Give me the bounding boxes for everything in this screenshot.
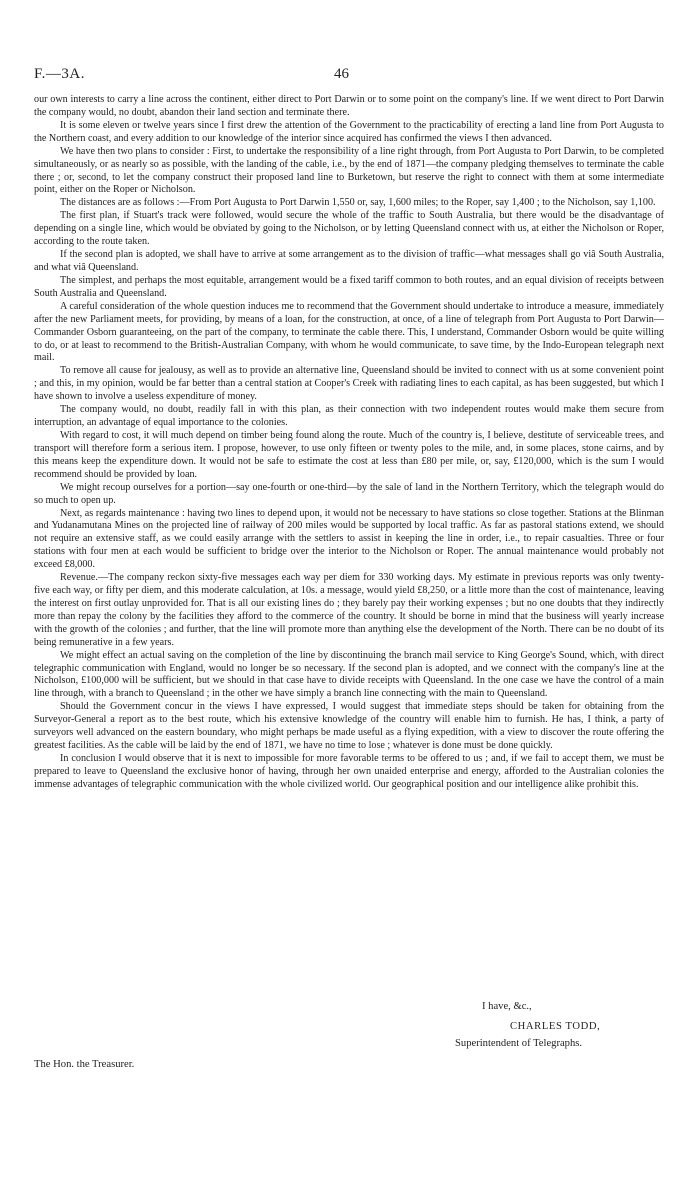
paragraph: We have then two plans to consider : First, to undertake the responsibility of a line right through, from Port Augusta to Port Darwin, to be completed simultaneously, or as nearly so as possible, with the landing of the cable, i.e., by the end of 1871—the company pledging themselves to terminate the cable there ; or, second, to let the company construct their proposed land line to Burketown, but reserve the right to connect with them at some intermediate point, either on the Roper or Nicholson. xyxy=(34,145,664,196)
paragraph: The first plan, if Stuart's track were followed, would secure the whole of the traffic to South Australia, but there would be the disadvantage of depending on a single line, which would be obviated by going to the Nicholson, or by letting Queensland connect with us, at either the Nicholson or Roper, according to the route taken. xyxy=(34,210,664,248)
signatory-name: CHARLES TODD, xyxy=(510,1021,601,1032)
paragraph: Next, as regards maintenance : having two lines to depend upon, it would not be necessary to have stations so close together. Stations at the Blinman and Yudanamutana Mines on the projected line of railway of 200 miles would be supported by local traffic. As far as pastoral stations extend, we should not require an extensive staff, as we could easily arrange with the settlers to assist in keeping the line in order, i.e., to repair casualties. Three or four stations with four men at each would be sufficient to bridge over the interior to the Nicholson or Roper. The annual maintenance would probably not exceed £8,000. xyxy=(34,507,664,571)
addressee: The Hon. the Treasurer. xyxy=(34,1059,135,1070)
paragraph: To remove all cause for jealousy, as well as to provide an alternative line, Queensland should be invited to connect with us at some convenient point ; and this, in my opinion, would be far better than a central station at Cooper's Creek with radiating lines to each capital, as has been suggested, but which I have shown to involve a useless expenditure of money. xyxy=(34,365,664,403)
letter-body xyxy=(34,94,664,792)
paragraph: The company would, no doubt, readily fall in with this plan, as their connection with two independent routes would make them secure from interruption, an advantage of equal importance to the colonies. xyxy=(34,404,664,429)
paragraph: With regard to cost, it will much depend on timber being found along the route. Much of the country is, I believe, destitute of serviceable trees, and transport will therefore form a serious item. I propose, however, to use only fifteen or twenty poles to the mile, and, in some places, stone cairns, and by this means keep the expenditure down. It would not be safe to estimate the cost at less than £80 per mile, or, say, £120,000, which is the sum I would recommend should be provided by loan. xyxy=(34,429,664,480)
paragraph: It is some eleven or twelve years since I first drew the attention of the Government to the practicability of erecting a land line from Port Augusta to the Northern coast, and every addition to our knowledge of the interior since acquired has confirmed the views I then advanced. xyxy=(34,119,664,144)
paragraph: Should the Government concur in the views I have expressed, I would suggest that immediate steps should be taken for obtaining from the Surveyor-General a report as to the best route, which his extensive knowledge of the country will enable him to furnish. He has, I think, a party of surveyors well advanced on the eastern boundary, who might perhaps be made useful as a flying expedition, with a view to discover the route offering the greatest facilities. As the cable will be laid by the end of 1871, we have no time to lose ; whatever is done must be done quickly. xyxy=(34,701,664,752)
page-header xyxy=(34,66,664,88)
page-number: 46 xyxy=(334,66,349,82)
paragraph-revenue: Revenue.—The company reckon sixty-five messages each way per diem for 330 working days. My estimate in previous reports was only twenty-five each way, or fifty per diem, and this moderate calculation, at 10s. a message, would yield £8,250, or a little more than the cost of maintenance, leaving the interest on first outlay unprovided for. That is all our existing lines do ; they barely pay their working expenses ; but no one doubts that they indirectly more than repay the colony by the facilities they afford to the commerce of the country. It should be borne in mind that the business will yearly increase with the growth of the colonies ; and further, that the line will promote more than anything else the development of the North. There can be no doubt of its being remunerative in a few years. xyxy=(34,572,664,648)
paragraph: A careful consideration of the whole question induces me to recommend that the Government should undertake to introduce a measure, immediately after the new Parliament meets, for providing, by means of a loan, for the construction, at once, of a line of telegraph from Port Augusta to Port Darwin—Commander Osborn guaranteeing, on the part of the company, to terminate the cable there. This, I understand, Commander Osborn would be quite willing to do, or at least to recommend to the British-Australian Company, with whom he would communicate, to save time, by the Indo-European telegraph next mail. xyxy=(34,300,664,364)
paragraph: If the second plan is adopted, we shall have to arrive at some arrangement as to the division of traffic—what messages shall go viâ South Australia, and what viâ Queensland. xyxy=(34,249,664,273)
paragraph: We might effect an actual saving on the completion of the line by discontinuing the branch mail service to King George's Sound, which, with direct telegraphic communication with England, would no longer be so necessary. If the second plan is adopted, and we connect with the company's line at the Nicholson, £100,000 will be sufficient, but we should in that case have to divide receipts with Queensland. In the one case we have the control of a main line through, with a branch to Queensland ; in the other we have simply a branch line connecting with the main to Queensland. xyxy=(34,649,664,700)
paragraph: We might recoup ourselves for a portion—say one-fourth or one-third—by the sale of land in the Northern Territory, which the telegraph would do so much to open up. xyxy=(34,481,664,506)
paragraph: The distances are as follows :—From Port Augusta to Port Darwin 1,550 or, say, 1,600 miles; to the Roper, say 1,400 ; to the Nicholson, say 1,100. xyxy=(60,197,656,209)
paragraph-continuation: our own interests to carry a line across the continent, either direct to Port Darwin or to some point on the company's line. If we went direct to Port Darwin the company would, no doubt, abandon their land section and terminate there. xyxy=(34,94,664,118)
paragraph: The simplest, and perhaps the most equitable, arrangement would be a fixed tariff common to both routes, and an equal division of receipts between South Australia and Queensland. xyxy=(34,274,664,299)
page-reference: F.—3A. xyxy=(34,66,85,82)
salutation: I have, &c., xyxy=(482,1001,532,1012)
paragraph: In conclusion I would observe that it is next to impossible for more favorable terms to be offered to us ; and, if we fail to accept them, we must be prepared to leave to Queensland the exclusive honor of having, through her own unaided enterprise and energy, afforded to the Australian colonies the immense advantages of telegraphic communication with the whole civilized world. Our geographical position and our intelligence alike prohibit this. xyxy=(34,753,664,790)
document-page xyxy=(34,0,664,1202)
signatory-title: Superintendent of Telegraphs. xyxy=(455,1038,583,1049)
